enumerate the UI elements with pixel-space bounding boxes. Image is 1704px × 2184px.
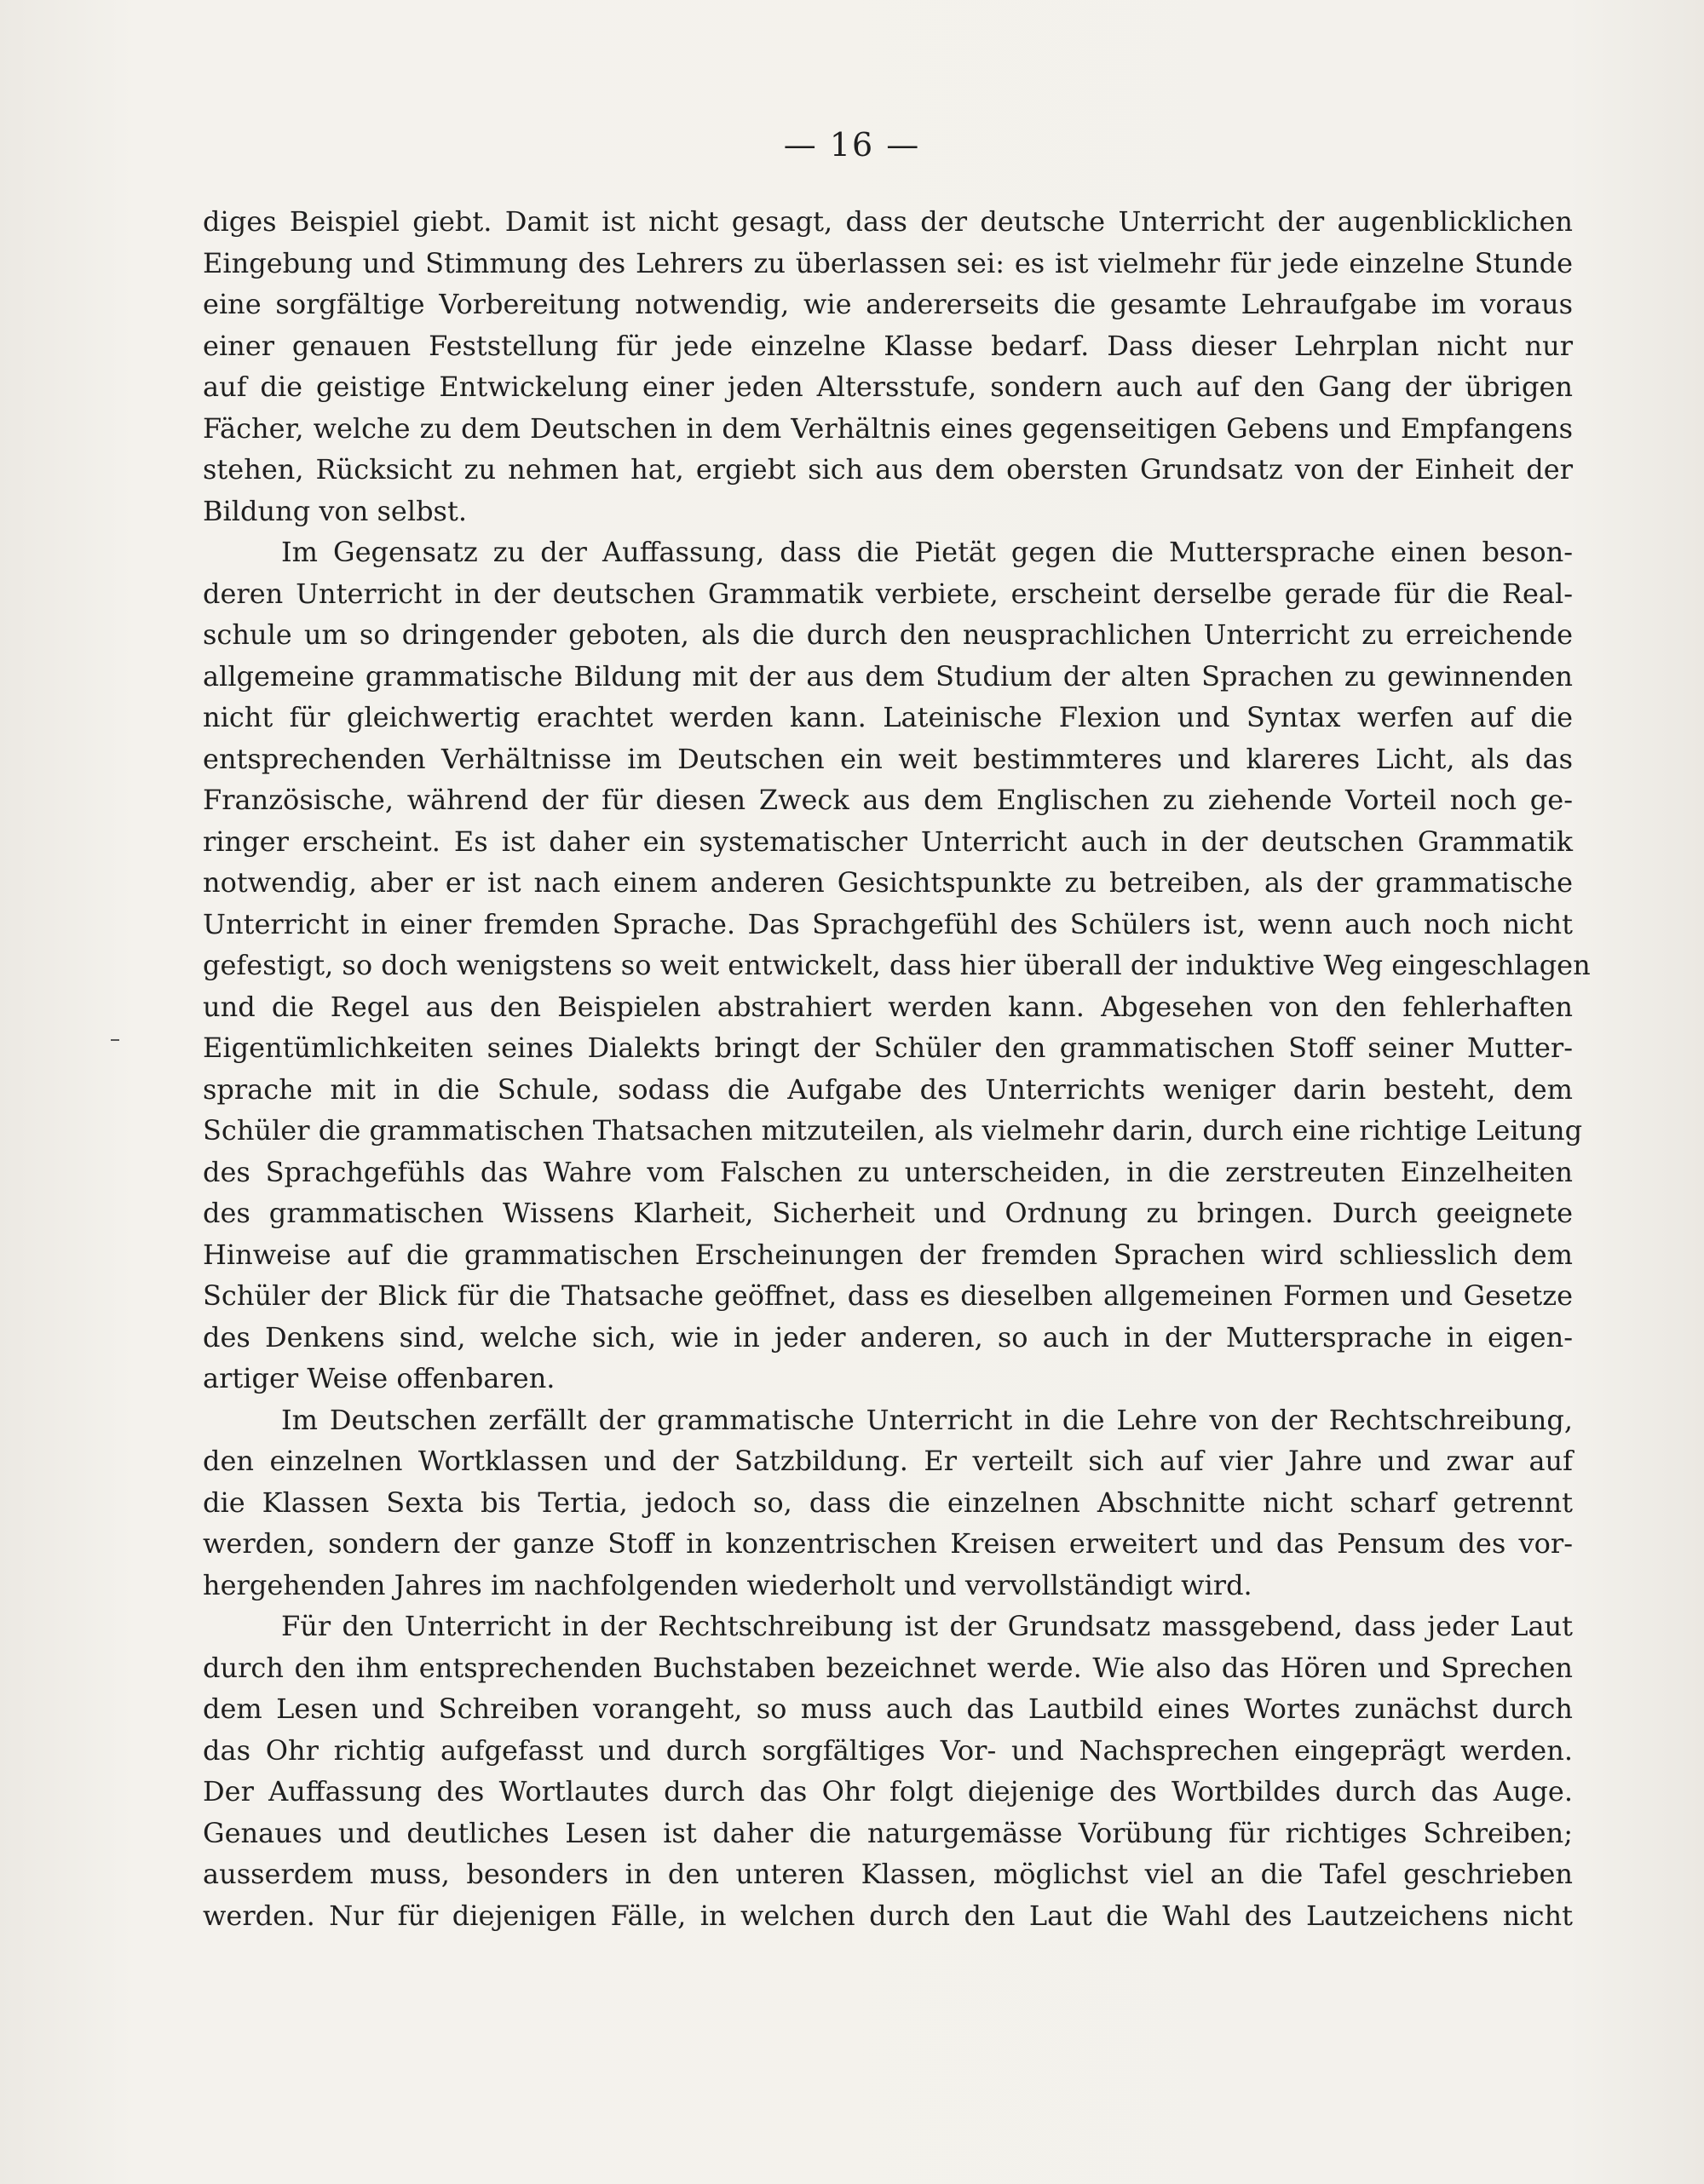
text-line: die Klassen Sexta bis Tertia, jedoch so, dass die einzelnen Abschnitte nicht scharf getrennt bbox=[203, 1486, 1573, 1519]
text-line: des Sprachgefühls das Wahre vom Falschen zu unterscheiden, in die zerstreuten Einzelheiten bbox=[203, 1155, 1573, 1188]
text-line: eine sorgfältige Vorbereitung notwendig, wie andererseits die gesamte Lehraufgabe im voraus bbox=[203, 288, 1573, 320]
text-line: auf die geistige Entwickelung einer jeden Altersstufe, sondern auch auf den Gang der übrigen bbox=[203, 371, 1573, 403]
text-line: des Denkens sind, welche sich, wie in jeder anderen, so auch in der Muttersprache in eigen- bbox=[203, 1320, 1573, 1354]
text-line: Im Deutschen zerfällt der grammatische Unterricht in die Lehre von der Rechtschreibung, bbox=[281, 1403, 1573, 1436]
text-line: ringer erscheint. Es ist daher ein systematischer Unterricht auch in der deutschen Grammatik bbox=[203, 825, 1573, 858]
text-line: Französische, während der für diesen Zweck aus dem Englischen zu ziehende Vorteil noch ge- bbox=[203, 784, 1573, 816]
text-line: nicht für gleichwertig erachtet werden kann. Lateinische Flexion und Syntax werfen auf die bbox=[203, 701, 1573, 733]
text-line: Genaues und deutliches Lesen ist daher die naturgemässe Vorübung für richtiges Schreiben; bbox=[203, 1816, 1573, 1849]
text-line: Schüler der Blick für die Thatsache geöffnet, dass es dieselben allgemeinen Formen und Gesetze bbox=[203, 1279, 1573, 1312]
text-line: notwendig, aber er ist nach einem anderen Gesichtspunkte zu betreiben, als der grammatische bbox=[203, 866, 1573, 899]
text-line: Für den Unterricht in der Rechtschreibung ist der Grundsatz massgebend, dass jeder Laut bbox=[281, 1610, 1573, 1642]
text-line: werden, sondern der ganze Stoff in konzentrischen Kreisen erweitert und das Pensum des vor- bbox=[203, 1527, 1573, 1560]
text-line: Fächer, welche zu dem Deutschen in dem Verhältnis eines gegenseitigen Gebens und Empfangens bbox=[203, 411, 1573, 445]
text-line: stehen, Rücksicht zu nehmen hat, ergiebt sich aus dem obersten Grundsatz von der Einheit der bbox=[203, 453, 1573, 486]
text-line: dem Lesen und Schreiben vorangeht, so muss auch das Lautbild eines Wortes zunächst durch bbox=[203, 1693, 1573, 1725]
text-line: Bildung von selbst. bbox=[203, 494, 467, 527]
text-line: Schüler die grammatischen Thatsachen mitzuteilen, als vielmehr darin, durch eine richtige Leitung bbox=[203, 1114, 1583, 1147]
text-line: einer genauen Feststellung für jede einzelne Klasse bedarf. Dass dieser Lehrplan nicht nur bbox=[203, 329, 1573, 362]
text-line: diges Beispiel giebt. Damit ist nicht gesagt, dass der deutsche Unterricht der augenblicklichen bbox=[203, 205, 1573, 238]
text-line: entsprechenden Verhältnisse im Deutschen ein weit bestimmteres und klareres Licht, als das bbox=[203, 742, 1573, 775]
text-line: artiger Weise offenbaren. bbox=[203, 1362, 556, 1394]
text-line: deren Unterricht in der deutschen Grammatik verbiete, erscheint derselbe gerade für die Real- bbox=[203, 577, 1573, 610]
paragraph bbox=[203, 532, 1591, 1399]
page-number: — 16 — bbox=[783, 126, 921, 164]
text-line: allgemeine grammatische Bildung mit der aus dem Studium der alten Sprachen zu gewinnenden bbox=[203, 659, 1573, 693]
text-line: das Ohr richtig aufgefasst und durch sorgfältiges Vor- und Nachsprechen eingeprägt werden. bbox=[203, 1733, 1573, 1767]
text-line: sprache mit in die Schule, sodass die Aufgabe des Unterrichts weniger darin besteht, dem bbox=[203, 1072, 1573, 1106]
paragraph bbox=[203, 1399, 1573, 1606]
paragraph bbox=[203, 201, 1573, 532]
paragraph bbox=[203, 1606, 1573, 1936]
text-line: Im Gegensatz zu der Auffassung, dass die Pietät gegen die Muttersprache einen beson- bbox=[281, 536, 1573, 568]
text-line: Eigentümlichkeiten seines Dialekts bringt der Schüler den grammatischen Stoff seiner Mutter- bbox=[203, 1032, 1573, 1064]
text-line: den einzelnen Wortklassen und der Satzbildung. Er verteilt sich auf vier Jahre und zwar auf bbox=[203, 1445, 1573, 1477]
margin-mark bbox=[111, 1039, 119, 1041]
text-line: ausserdem muss, besonders in den unteren Klassen, möglichst viel an die Tafel geschrieben bbox=[203, 1858, 1573, 1890]
text-line: des grammatischen Wissens Klarheit, Sicherheit und Ordnung zu bringen. Durch geeignete bbox=[203, 1197, 1573, 1229]
text-line: und die Regel aus den Beispielen abstrahiert werden kann. Abgesehen von den fehlerhaften bbox=[203, 990, 1573, 1023]
text-line: hergehenden Jahres im nachfolgenden wiederholt und vervollständigt wird. bbox=[203, 1568, 1252, 1601]
text-line: durch den ihm entsprechenden Buchstaben bezeichnet werde. Wie also das Hören und Sprechen bbox=[203, 1651, 1573, 1684]
text-line: Hinweise auf die grammatischen Erscheinungen der fremden Sprachen wird schliesslich dem bbox=[203, 1238, 1573, 1271]
text-line: Unterricht in einer fremden Sprache. Das Sprachgefühl des Schülers ist, wenn auch noch nicht bbox=[203, 907, 1573, 940]
text-line: schule um so dringender geboten, als die durch den neusprachlichen Unterricht zu erreichende bbox=[203, 618, 1573, 651]
text-line: Der Auffassung des Wortlautes durch das Ohr folgt diejenige des Wortbildes durch das Auge. bbox=[203, 1775, 1573, 1808]
text-line: Eingebung und Stimmung des Lehrers zu überlassen sei: es ist vielmehr für jede einzelne Stunde bbox=[203, 246, 1573, 279]
body-text bbox=[203, 201, 1591, 1936]
text-line: werden. Nur für diejenigen Fälle, in welchen durch den Laut die Wahl des Lautzeichens nicht bbox=[203, 1899, 1573, 1932]
text-line: gefestigt, so doch wenigstens so weit entwickelt, dass hier überall der induktive Weg eingeschlagen bbox=[203, 949, 1591, 981]
